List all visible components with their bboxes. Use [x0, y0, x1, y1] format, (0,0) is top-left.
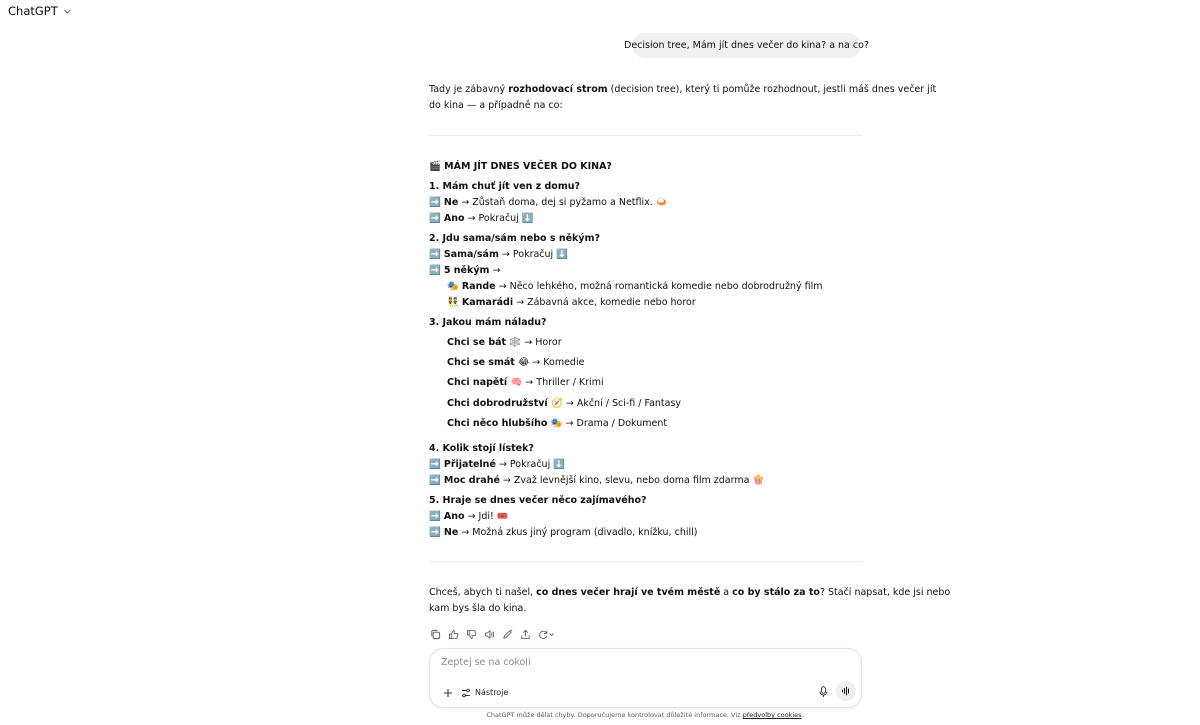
arrow-icon: ➡️ — [429, 265, 441, 276]
outro-text: Chceš, abych ti našel, — [429, 587, 537, 598]
answer-label: Přijatelné — [443, 459, 496, 470]
answer-label: Sama/sám — [443, 249, 499, 260]
read-aloud-icon[interactable] — [483, 628, 495, 640]
voice-mode-button[interactable] — [836, 681, 856, 701]
answer-text: → Pokračuj ⬇️ — [498, 249, 569, 260]
answer-row — [429, 458, 565, 472]
answer-label: Ne — [443, 197, 459, 208]
model-selector-button[interactable] — [8, 4, 71, 18]
friends-icon: 👯 — [447, 297, 462, 308]
mood-label: Chci dobrodružství 🧭 — [447, 398, 563, 409]
intro-text: Tady je zábavný — [429, 84, 509, 95]
mood-text: → Thriller / Krimi — [522, 377, 604, 388]
arrow-icon: ➡️ — [429, 197, 441, 208]
thumbs-down-icon[interactable] — [465, 628, 477, 640]
thumbs-up-icon[interactable] — [447, 628, 459, 640]
share-icon[interactable] — [519, 628, 531, 640]
question-5: 5. Hraje se dnes večer něco zajímavého? — [429, 495, 647, 506]
mood-label: Chci něco hlubšího 🎭 — [447, 418, 563, 429]
mood-item — [447, 356, 584, 370]
top-bar — [0, 0, 1200, 24]
sub-answer-row — [447, 296, 696, 310]
answer-row — [429, 510, 509, 524]
arrow-icon: ➡️ — [429, 475, 441, 486]
theater-icon: 🎭 — [447, 281, 462, 292]
arrow-icon: ➡️ — [429, 249, 441, 260]
mood-text: → Akční / Sci-fi / Fantasy — [562, 398, 682, 409]
sliders-icon — [461, 683, 471, 702]
edit-icon[interactable] — [501, 628, 513, 640]
microphone-icon — [819, 686, 828, 698]
mood-text: → Horor — [521, 337, 562, 348]
prompt-input[interactable] — [441, 657, 841, 668]
tree-title: 🎬 MÁM JÍT DNES VEČER DO KINA? — [429, 161, 612, 172]
answer-row — [429, 196, 668, 210]
copy-icon[interactable] — [429, 628, 441, 640]
mood-item — [447, 336, 562, 350]
arrow-icon: ➡️ — [429, 527, 441, 538]
mood-text: → Drama / Dokument — [562, 418, 668, 429]
answer-text: → Pokračuj ⬇️ — [464, 213, 534, 224]
question-4: 4. Kolik stojí lístek? — [429, 443, 534, 454]
model-name: ChatGPT — [8, 4, 58, 18]
answer-label: Kamarádi — [461, 297, 514, 308]
mood-label: Chci napětí 🧠 — [447, 377, 523, 388]
answer-row — [429, 264, 500, 278]
user-message-bubble: Decision tree, Mám jít dnes večer do kina? a na co? — [632, 33, 861, 58]
mood-item — [447, 376, 604, 390]
question-1: 1. Mám chuť jít ven z domu? — [429, 181, 581, 192]
intro-line-2: do kina — a případně na co: — [429, 100, 563, 111]
chevron-down-icon — [64, 7, 71, 16]
plus-icon — [443, 688, 453, 698]
sub-answer-row — [447, 280, 822, 294]
answer-label: Rande — [461, 281, 496, 292]
disclaimer-footer — [0, 711, 1200, 719]
answer-text: → Možná zkus jiný program (divadlo, knížku, chill) — [458, 527, 698, 538]
arrow-icon: ➡️ — [429, 459, 441, 470]
outro-bold: co by stálo za to — [732, 587, 820, 598]
answer-text: → Zůstaň doma, dej si pyžamo a Netflix. 🍛 — [458, 197, 668, 208]
tools-button[interactable] — [461, 685, 508, 699]
answer-text: → Jdi! 🎟️ — [464, 511, 509, 522]
tools-label: Nástroje — [475, 687, 509, 697]
arrow-icon: ➡️ — [429, 213, 441, 224]
question-2: 2. Jdu sama/sám nebo s někým? — [429, 233, 600, 244]
answer-text: → Pokračuj ⬇️ — [495, 459, 566, 470]
answer-label: Moc drahé — [443, 475, 500, 486]
intro-text: (decision tree), který ti pomůže rozhodnout, jestli máš dnes večer jít — [607, 84, 937, 95]
dictate-button[interactable] — [817, 685, 829, 699]
cookie-preferences-link[interactable]: předvolby cookies — [742, 711, 802, 719]
answer-text: → Něco lehkého, možná romantická komedie nebo dobrodružný film — [495, 281, 823, 292]
divider — [429, 561, 862, 562]
outro-line-2: kam bys šla do kina. — [429, 603, 527, 614]
intro-bold: rozhodovací strom — [508, 84, 608, 95]
disclaimer-end: . — [801, 711, 804, 719]
message-actions — [429, 627, 557, 641]
arrow-icon: ➡️ — [429, 511, 441, 522]
disclaimer-text: ChatGPT může dělat chyby. Doporučujeme kontrolovat důležité informace. Viz — [486, 711, 743, 719]
answer-row — [429, 474, 764, 488]
answer-label: Ano — [443, 511, 465, 522]
add-attachment-button[interactable] — [442, 687, 454, 699]
outro-line-1 — [429, 586, 950, 600]
regenerate-icon[interactable] — [537, 628, 557, 640]
mood-label: Chci se bát 🕸️ — [447, 337, 522, 348]
mood-item — [447, 417, 667, 431]
outro-text: ? Stačí napsat, kde jsi nebo — [819, 587, 951, 598]
outro-bold: co dnes večer hrají ve tvém městě — [536, 587, 721, 598]
mood-text: → Komedie — [529, 357, 585, 368]
answer-text: → — [489, 265, 501, 276]
answer-row — [429, 526, 697, 540]
intro-line-1 — [429, 83, 936, 97]
mood-label: Chci se smát 😂 — [447, 357, 530, 368]
answer-text: → Zábavná akce, komedie nebo horor — [513, 297, 696, 308]
voice-waveform-icon — [841, 686, 851, 696]
answer-row — [429, 212, 534, 226]
outro-text: a — [720, 587, 733, 598]
mood-item — [447, 397, 681, 411]
composer — [429, 648, 862, 708]
answer-label: 5 někým — [443, 265, 490, 276]
divider — [429, 135, 862, 136]
answer-text: → Zvaž levnější kino, slevu, nebo doma film zdarma 🍿 — [499, 475, 765, 486]
answer-row — [429, 248, 568, 262]
answer-label: Ano — [443, 213, 465, 224]
answer-label: Ne — [443, 527, 459, 538]
question-3: 3. Jakou mám náladu? — [429, 317, 547, 328]
